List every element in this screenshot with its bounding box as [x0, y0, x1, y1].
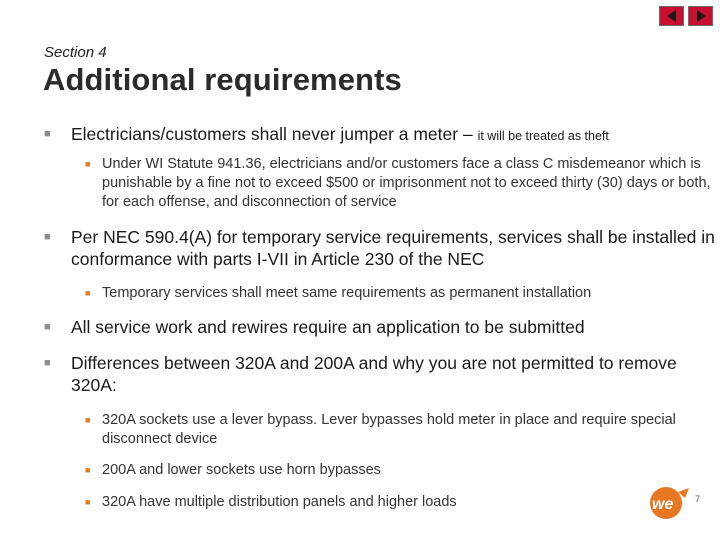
arrow-left-icon — [665, 9, 679, 23]
bullet-nec-temporary — [44, 226, 716, 270]
sub-bullet-horn-bypass — [85, 461, 702, 480]
logo-text: we — [652, 496, 674, 513]
sub-bullet-square-icon: ■ — [85, 159, 91, 169]
bullet-320a-vs-200a — [44, 352, 711, 396]
sub-bullet-wi-statute — [85, 155, 712, 212]
bullet-text: Electricians/customers shall never jumper a meter – — [71, 124, 473, 144]
sub-bullet-lever-bypass — [85, 411, 702, 449]
we-energies-logo — [649, 486, 689, 520]
bullet-square-icon: ■ — [44, 321, 51, 333]
sub-bullet-square-icon: ■ — [85, 465, 91, 475]
bullet-text: All service work and rewires require an application to be submitted — [71, 317, 585, 337]
bullet-jumper-meter — [44, 123, 711, 147]
sub-bullet-text: Under WI Statute 941.36, electricians and/or customers face a class C misdemeanor which is punishable by a fine not to exceed $500 or imprisonment not to exceed thirty (30) days or both, for each offense, and disconnection of service — [102, 156, 711, 210]
bullet-text: Per NEC 590.4(A) for temporary service requirements, services shall be installed in conformance with parts I-VII in Article 230 of the NEC — [71, 227, 715, 269]
sub-bullet-temporary-services — [85, 284, 712, 303]
bullet-square-icon: ■ — [44, 128, 51, 140]
sub-bullet-square-icon: ■ — [85, 497, 91, 507]
sub-bullet-text: 320A sockets use a lever bypass. Lever bypasses hold meter in place and require special disconnect device — [102, 412, 676, 447]
sub-bullet-square-icon: ■ — [85, 415, 91, 425]
slide-navigation — [659, 6, 713, 26]
previous-slide-button[interactable] — [659, 6, 684, 26]
bullet-square-icon: ■ — [44, 231, 51, 243]
slide-title: Additional requirements — [43, 62, 402, 97]
next-slide-button[interactable] — [688, 6, 713, 26]
sub-bullet-text: Temporary services shall meet same requirements as permanent installation — [102, 285, 592, 301]
sub-bullet-text: 200A and lower sockets use horn bypasses — [102, 462, 381, 478]
bullet-text: Differences between 320A and 200A and why you are not permitted to remove 320A: — [71, 353, 677, 395]
bullet-note: it will be treated as theft — [477, 129, 609, 143]
sub-bullet-square-icon: ■ — [85, 288, 91, 298]
section-label: Section 4 — [44, 44, 107, 61]
arrow-right-icon — [694, 9, 708, 23]
bullet-application-required — [44, 316, 711, 338]
sub-bullet-distribution-panels — [85, 493, 642, 512]
bullet-square-icon: ■ — [44, 357, 51, 369]
page-number: 7 — [695, 494, 701, 504]
sub-bullet-text: 320A have multiple distribution panels and higher loads — [102, 494, 457, 510]
